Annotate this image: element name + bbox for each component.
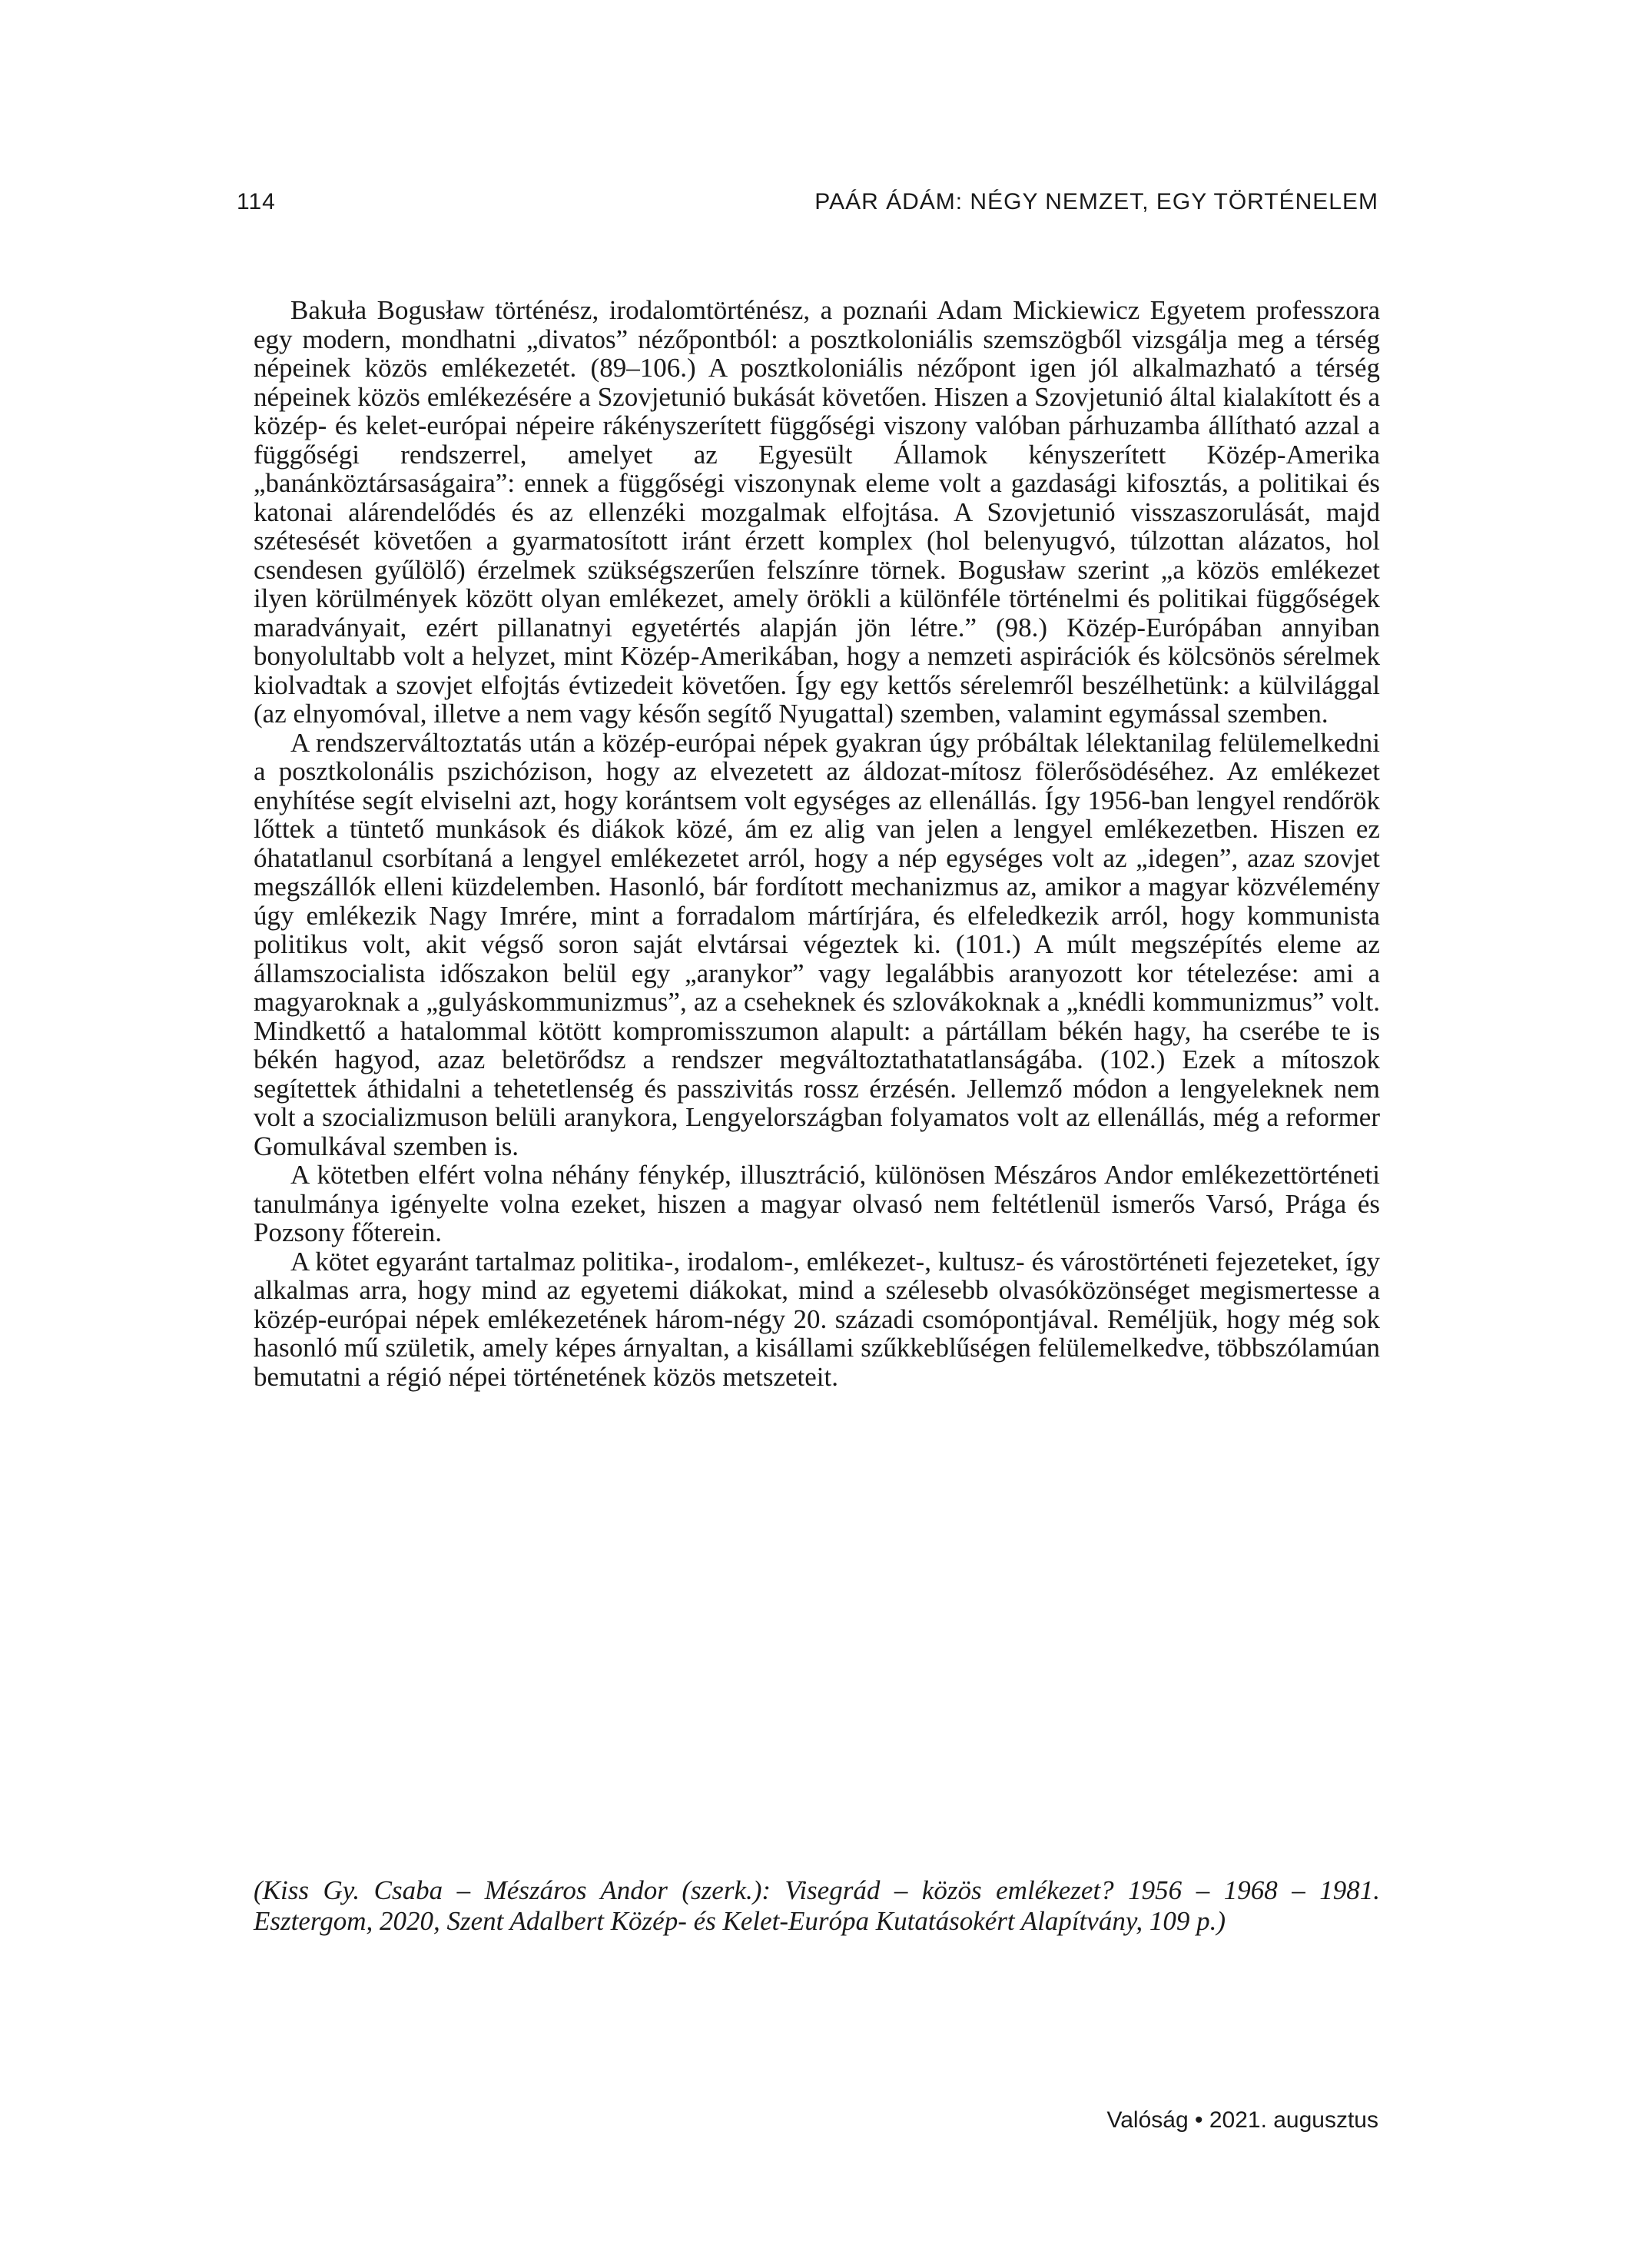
paragraph-1: Bakuła Bogusław történész, irodalomtörténész, a poznańi Adam Mickiewicz Egyetem professzora egy modern, mondhatni „divatos” nézőpontból: a posztkoloniális szemszögből vizsgálja meg a térség népeinek közös emlékezetét. (89–106.) A posztkoloniális nézőpont igen jól alkalmazható a térség népeinek közös emlékezésére a Szovjetunió bukását követően. Hiszen a Szovjetunió által kialakított és a közép- és kelet-európai népeire rákényszerített függőségi viszony valóban párhuzamba állítható azzal a függőségi rendszerrel, amelyet az Egyesült Államok kényszerített Közép-Amerika „banánköztársaságaira”: ennek a függőségi viszonynak eleme volt a gazdasági kifosztás, a politikai és katonai alárendelődés és az ellenzéki mozgalmak elfojtása. A Szovjetunió visszaszorulását, majd szétesését követően a gyarmatosított iránt érzett komplex (hol belenyugvó, túlzottan alázatos, hol csendesen gyűlölő) érzelmek szükségszerűen felszínre törnek. Bogusław szerint „a közös emlékezet ilyen körülmények között olyan emlékezet, amely örökli a különféle történelmi és politikai függőségek maradványait, ezért pillanatnyi egyetértés alapján jön létre.” (98.) Közép-Európában annyiban bonyolultabb volt a helyzet, mint Közép-Amerikában, hogy a nemzeti aspirációk és kölcsönös sérelmek kiolvadtak a szovjet elfojtás évtizedeit követően. Így egy kettős sérelemről beszélhetünk: a külvilággal (az elnyomóval, illetve a nem vagy későn segítő Nyugattal) szemben, valamint egymással szemben. [254, 295, 1380, 729]
running-header [237, 189, 1378, 220]
footer-issue-info: Valóság • 2021. augusztus [1106, 2107, 1378, 2133]
paragraph-4: A kötet egyaránt tartalmaz politika-, irodalom-, emlékezet-, kultusz- és várostörténeti fejezeteket, így alkalmas arra, hogy mind az egyetemi diákokat, mind a szélesebb olvasóközönséget megismertesse a közép-európai népek emlékezetének három-négy 20. századi csomópontjával. Reméljük, hogy még sok hasonló mű születik, amely képes árnyaltan, a kisállami szűkkeblűségen felülemelkedve, többszólamúan bemutatni a régió népei történetének közös metszeteit. [254, 1246, 1380, 1392]
page-number: 114 [237, 189, 276, 214]
article-body [254, 296, 1380, 1391]
book-citation: (Kiss Gy. Csaba – Mészáros Andor (szerk.): Visegrád – közös emlékezet? 1956 – 1968 – 1981. Esztergom, 2020, Szent Adalbert Közép- és Kelet-Európa Kutatásokért Alapítvány, 109 p.) [254, 1875, 1380, 1936]
running-title: PAÁR ÁDÁM: NÉGY NEMZET, EGY TÖRTÉNELEM [814, 189, 1378, 214]
paragraph-3: A kötetben elfért volna néhány fénykép, illusztráció, különösen Mészáros Andor emlékezettörténeti tanulmánya igényelte volna ezeket, hiszen a magyar olvasó nem feltétlenül ismerős Varsó, Prága és Pozsony főterein. [254, 1160, 1380, 1247]
paragraph-2: A rendszerváltoztatás után a közép-európai népek gyakran úgy próbáltak lélektanilag felülemelkedni a posztkolonális pszichózison, hogy az elvezetett az áldozat-mítosz fölerősödéséhez. Az emlékezet enyhítése segít elviselni azt, hogy korántsem volt egységes az ellenállás. Így 1956-ban lengyel rendőrök lőttek a tüntető munkások és diákok közé, ám ez alig van jelen a lengyel emlékezetben. Hiszen ez óhatatlanul csorbítaná a lengyel emlékezetet arról, hogy a nép egységes volt az „idegen”, azaz szovjet megszállók elleni küzdelemben. Hasonló, bár fordított mechanizmus az, amikor a magyar közvélemény úgy emlékezik Nagy Imrére, mint a forradalom mártírjára, és elfeledkezik arról, hogy kommunista politikus volt, akit végső soron saját elvtársai végeztek ki. (101.) A múlt megszépítés eleme az államszocialista időszakon belül egy „aranykor” vagy legalábbis aranyozott kor tételezése: ami a magyaroknak a „gulyáskommunizmus”, az a cseheknek és szlovákoknak a „knédli kommunizmus” volt. Mindkettő a hatalommal kötött kompromisszumon alapult: a pártállam békén hagy, ha cserébe te is békén hagyod, azaz beletörődsz a rendszer megváltoztathatatlanságába. (102.) Ezek a mítoszok segítettek áthidalni a tehetetlenség és passzivitás rossz érzésén. Jellemző módon a lengyeleknek nem volt a szocializmuson belüli aranykora, Lengyelországban folyamatos volt az ellenállás, még a reformer Gomulkával szemben is. [254, 727, 1380, 1161]
